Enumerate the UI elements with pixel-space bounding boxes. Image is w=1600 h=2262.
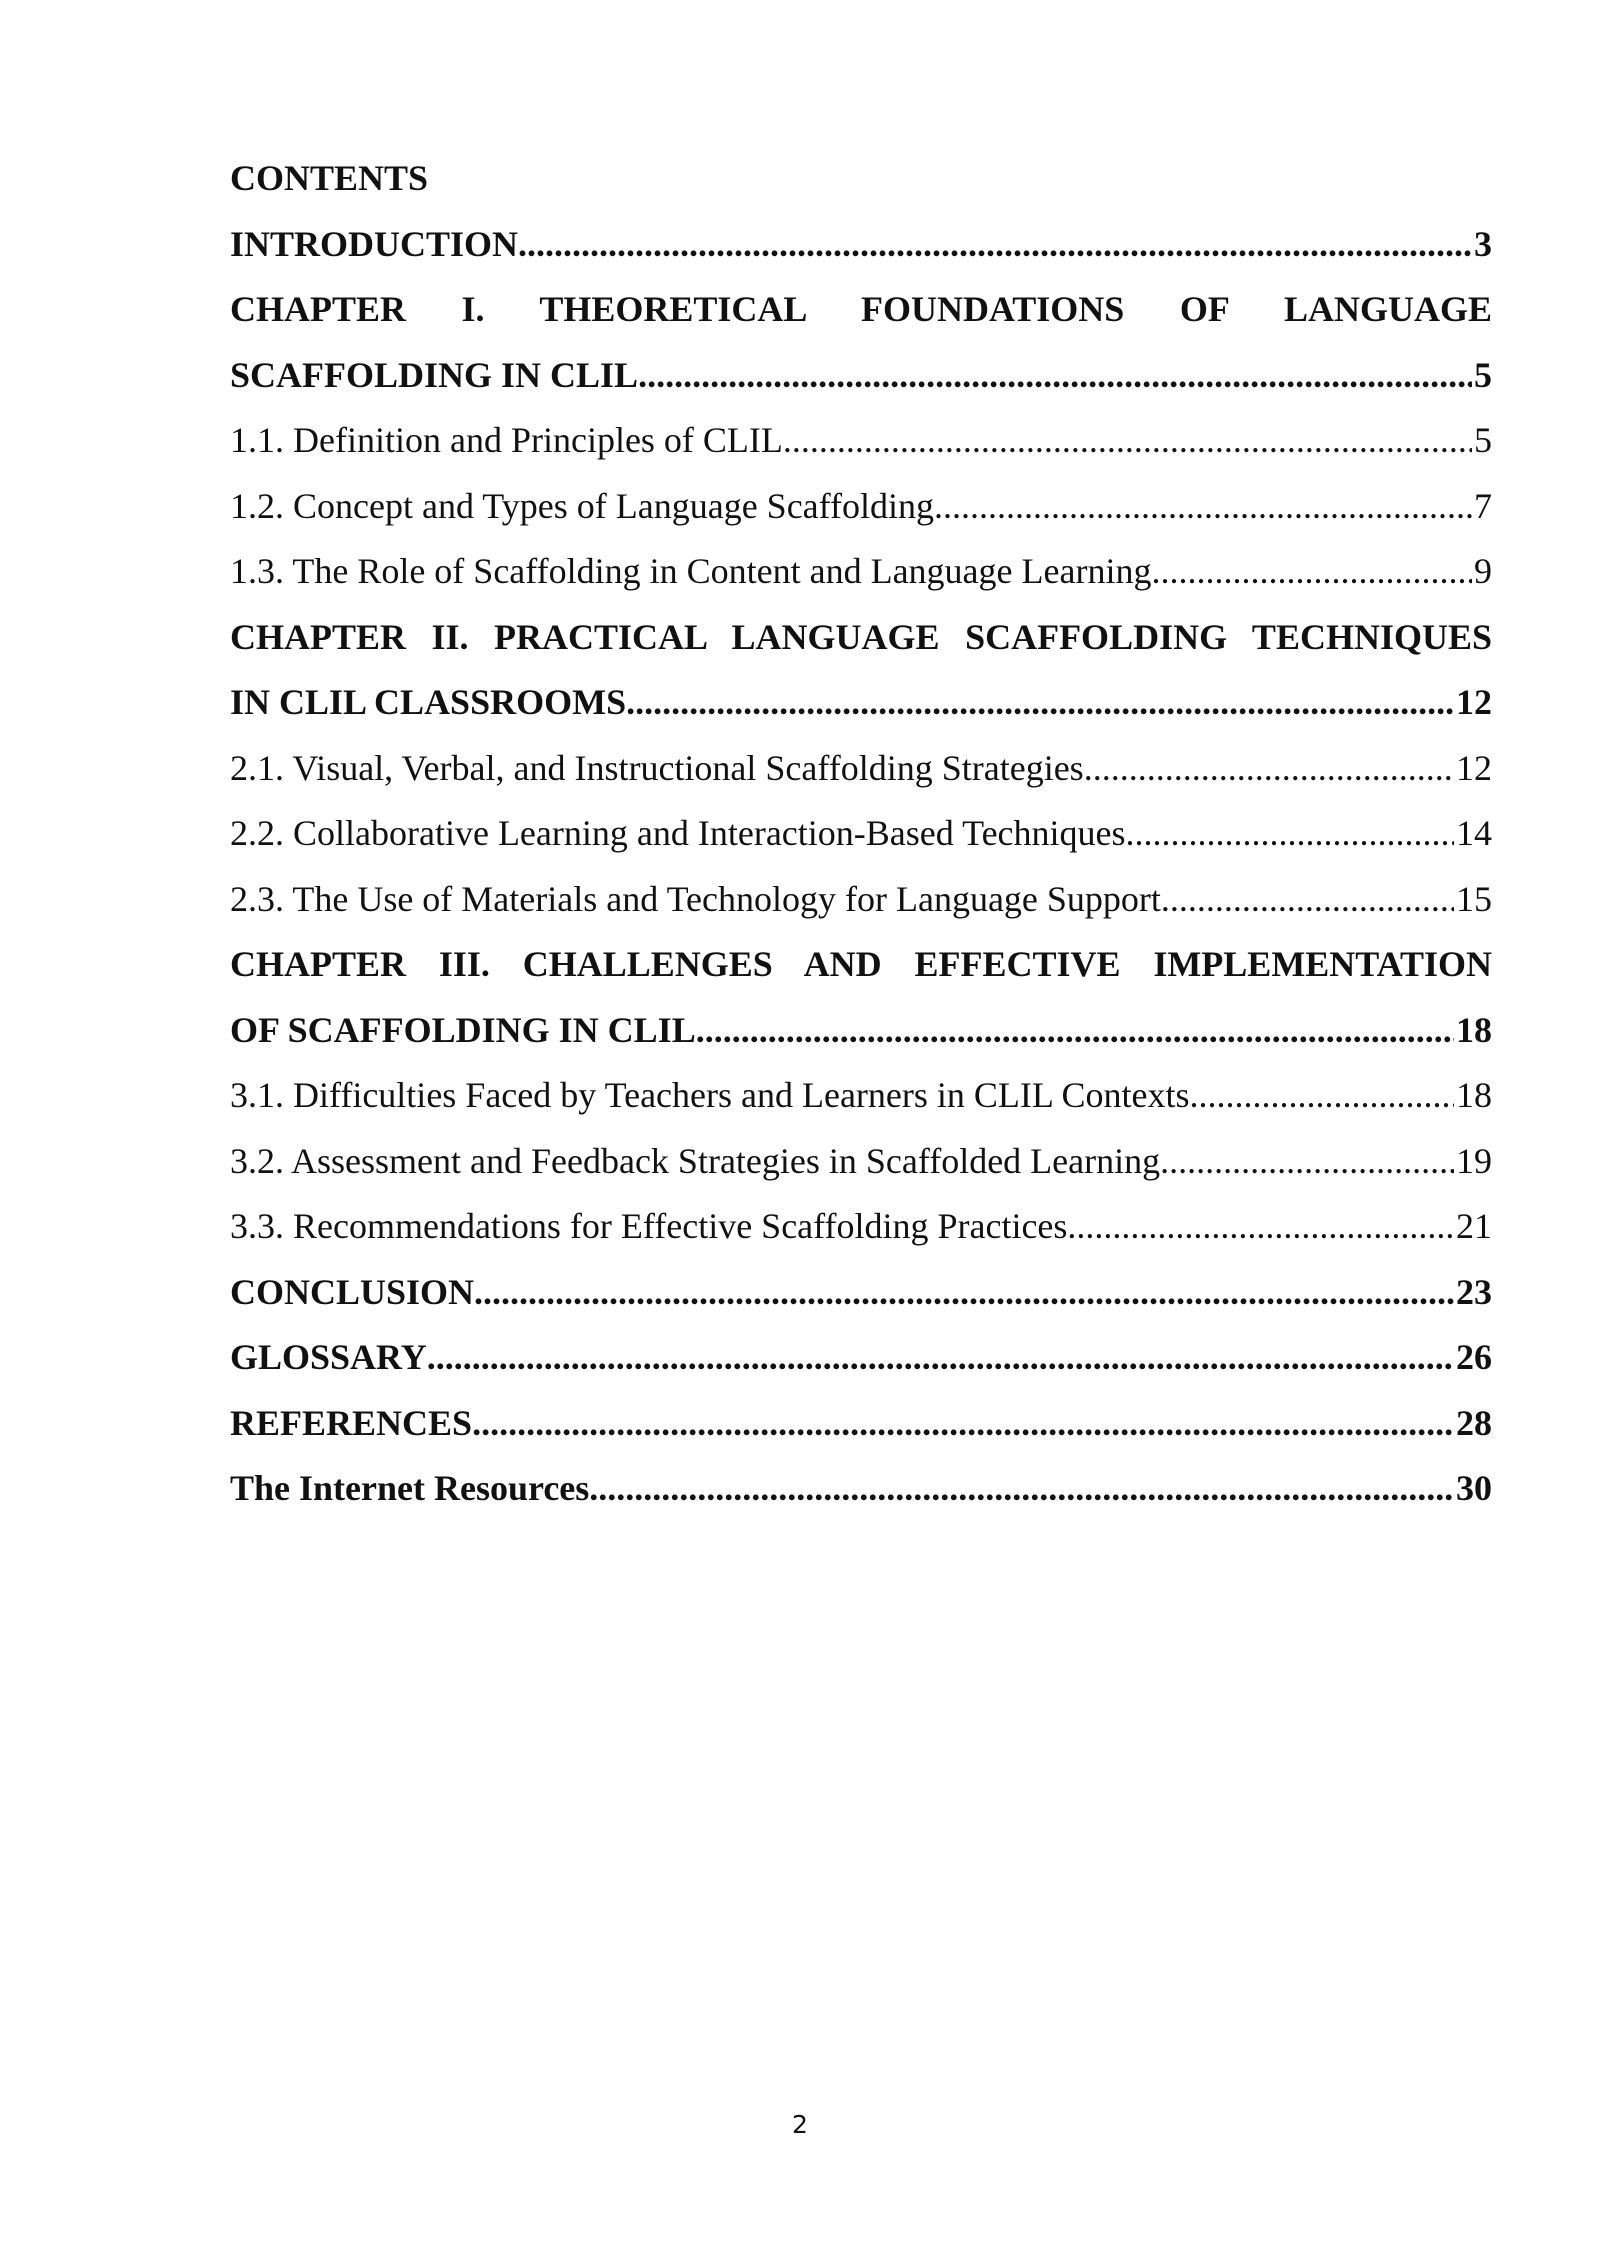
toc-entry-page: 18: [1456, 1075, 1492, 1115]
document-page: [230, 146, 1492, 1522]
toc-entry-page: 12: [1456, 682, 1492, 722]
toc-entry-heading-line: CHAPTER III. CHALLENGES AND EFFECTIVE IMPLEMENTATION: [230, 944, 1492, 984]
toc-entry-chapter-1[interactable]: [230, 277, 1492, 408]
toc-entry-references[interactable]: [230, 1391, 1492, 1457]
toc-entry-text: SCAFFOLDING IN CLIL: [230, 354, 639, 395]
dot-leader: [589, 1456, 1454, 1522]
dot-leader: [626, 670, 1454, 736]
toc-entry-text: 2.3. The Use of Materials and Technology for Language Support: [230, 878, 1161, 919]
dot-leader: [474, 1260, 1454, 1326]
toc-entry-text: IN CLIL CLASSROOMS: [230, 682, 627, 722]
toc-entry-text: OF SCAFFOLDING IN CLIL: [230, 1009, 696, 1050]
toc-entry-text: INTRODUCTION: [230, 223, 519, 264]
toc-entry-page: 23: [1456, 1271, 1492, 1312]
toc-entry-page: 28: [1456, 1402, 1492, 1443]
dot-leader: [1190, 1063, 1454, 1129]
toc-entry-heading-line: CHAPTER I. THEORETICAL FOUNDATIONS OF LANGUAGE: [230, 289, 1492, 329]
toc-entry-chapter-2[interactable]: [230, 605, 1492, 736]
toc-entry-page: 21: [1456, 1206, 1492, 1246]
toc-entry-glossary[interactable]: [230, 1325, 1492, 1391]
toc-entry-page: 26: [1456, 1337, 1492, 1377]
toc-entry-2-3[interactable]: [230, 867, 1492, 933]
toc-entry-text: GLOSSARY: [230, 1337, 427, 1377]
dot-leader: [1126, 801, 1454, 867]
toc-entry-page: 7: [1474, 485, 1492, 526]
toc-entry-page: 15: [1456, 878, 1492, 919]
toc-entry-text: CONCLUSION: [230, 1271, 475, 1312]
toc-entry-text: 1.3. The Role of Scaffolding in Content and Language Learning: [230, 551, 1152, 591]
toc-entry-3-1[interactable]: [230, 1063, 1492, 1129]
toc-entry-page: 5: [1474, 420, 1492, 460]
toc-entry-page: 3: [1474, 223, 1492, 264]
toc-entry-text: 2.2. Collaborative Learning and Interaction-Based Techniques: [230, 813, 1126, 853]
toc-list: [230, 212, 1492, 1522]
dot-leader: [1151, 539, 1472, 605]
toc-entry-page: 12: [1456, 747, 1492, 788]
toc-entry-text: The Internet Resources: [230, 1468, 590, 1508]
toc-entry-2-2[interactable]: [230, 801, 1492, 867]
toc-entry-text: 3.3. Recommendations for Effective Scaffolding Practices: [230, 1206, 1068, 1246]
dot-leader: [696, 998, 1454, 1064]
toc-entry-page: 30: [1456, 1468, 1492, 1508]
toc-entry-page: 5: [1474, 354, 1492, 395]
toc-entry-3-2[interactable]: [230, 1129, 1492, 1195]
toc-entry-text: 3.1. Difficulties Faced by Teachers and Learners in CLIL Contexts: [230, 1075, 1190, 1115]
toc-entry-1-1[interactable]: [230, 408, 1492, 474]
toc-entry-text: 3.2. Assessment and Feedback Strategies in Scaffolded Learning: [230, 1140, 1161, 1181]
page-number: 2: [792, 2110, 808, 2139]
toc-entry-1-2[interactable]: [230, 474, 1492, 540]
toc-entry-text: REFERENCES: [230, 1402, 473, 1443]
toc-entry-text: 2.1. Visual, Verbal, and Instructional Scaffolding Strategies: [230, 747, 1084, 788]
dot-leader: [1084, 736, 1454, 802]
toc-entry-chapter-3[interactable]: [230, 932, 1492, 1063]
toc-entry-page: 9: [1474, 551, 1492, 591]
dot-leader: [934, 474, 1472, 540]
toc-entry-text: 1.2. Concept and Types of Language Scaffolding: [230, 485, 934, 526]
dot-leader: [783, 408, 1472, 474]
toc-entry-page: 14: [1456, 813, 1492, 853]
dot-leader: [1161, 867, 1454, 933]
toc-entry-internet-resources[interactable]: [230, 1456, 1492, 1522]
dot-leader: [1067, 1194, 1454, 1260]
dot-leader: [427, 1325, 1454, 1391]
toc-entry-introduction[interactable]: [230, 212, 1492, 278]
toc-entry-heading-line: CHAPTER II. PRACTICAL LANGUAGE SCAFFOLDING TECHNIQUES: [230, 616, 1492, 657]
toc-entry-3-3[interactable]: [230, 1194, 1492, 1260]
toc-entry-text: 1.1. Definition and Principles of CLIL: [230, 420, 783, 460]
toc-entry-1-3[interactable]: [230, 539, 1492, 605]
dot-leader: [472, 1391, 1454, 1457]
toc-entry-conclusion[interactable]: [230, 1260, 1492, 1326]
dot-leader: [1160, 1129, 1454, 1195]
toc-entry-page: 19: [1456, 1140, 1492, 1181]
dot-leader: [518, 212, 1472, 278]
toc-title: CONTENTS: [230, 158, 429, 198]
dot-leader: [638, 343, 1472, 409]
toc-entry-2-1[interactable]: [230, 736, 1492, 802]
toc-entry-page: 18: [1456, 1009, 1492, 1050]
